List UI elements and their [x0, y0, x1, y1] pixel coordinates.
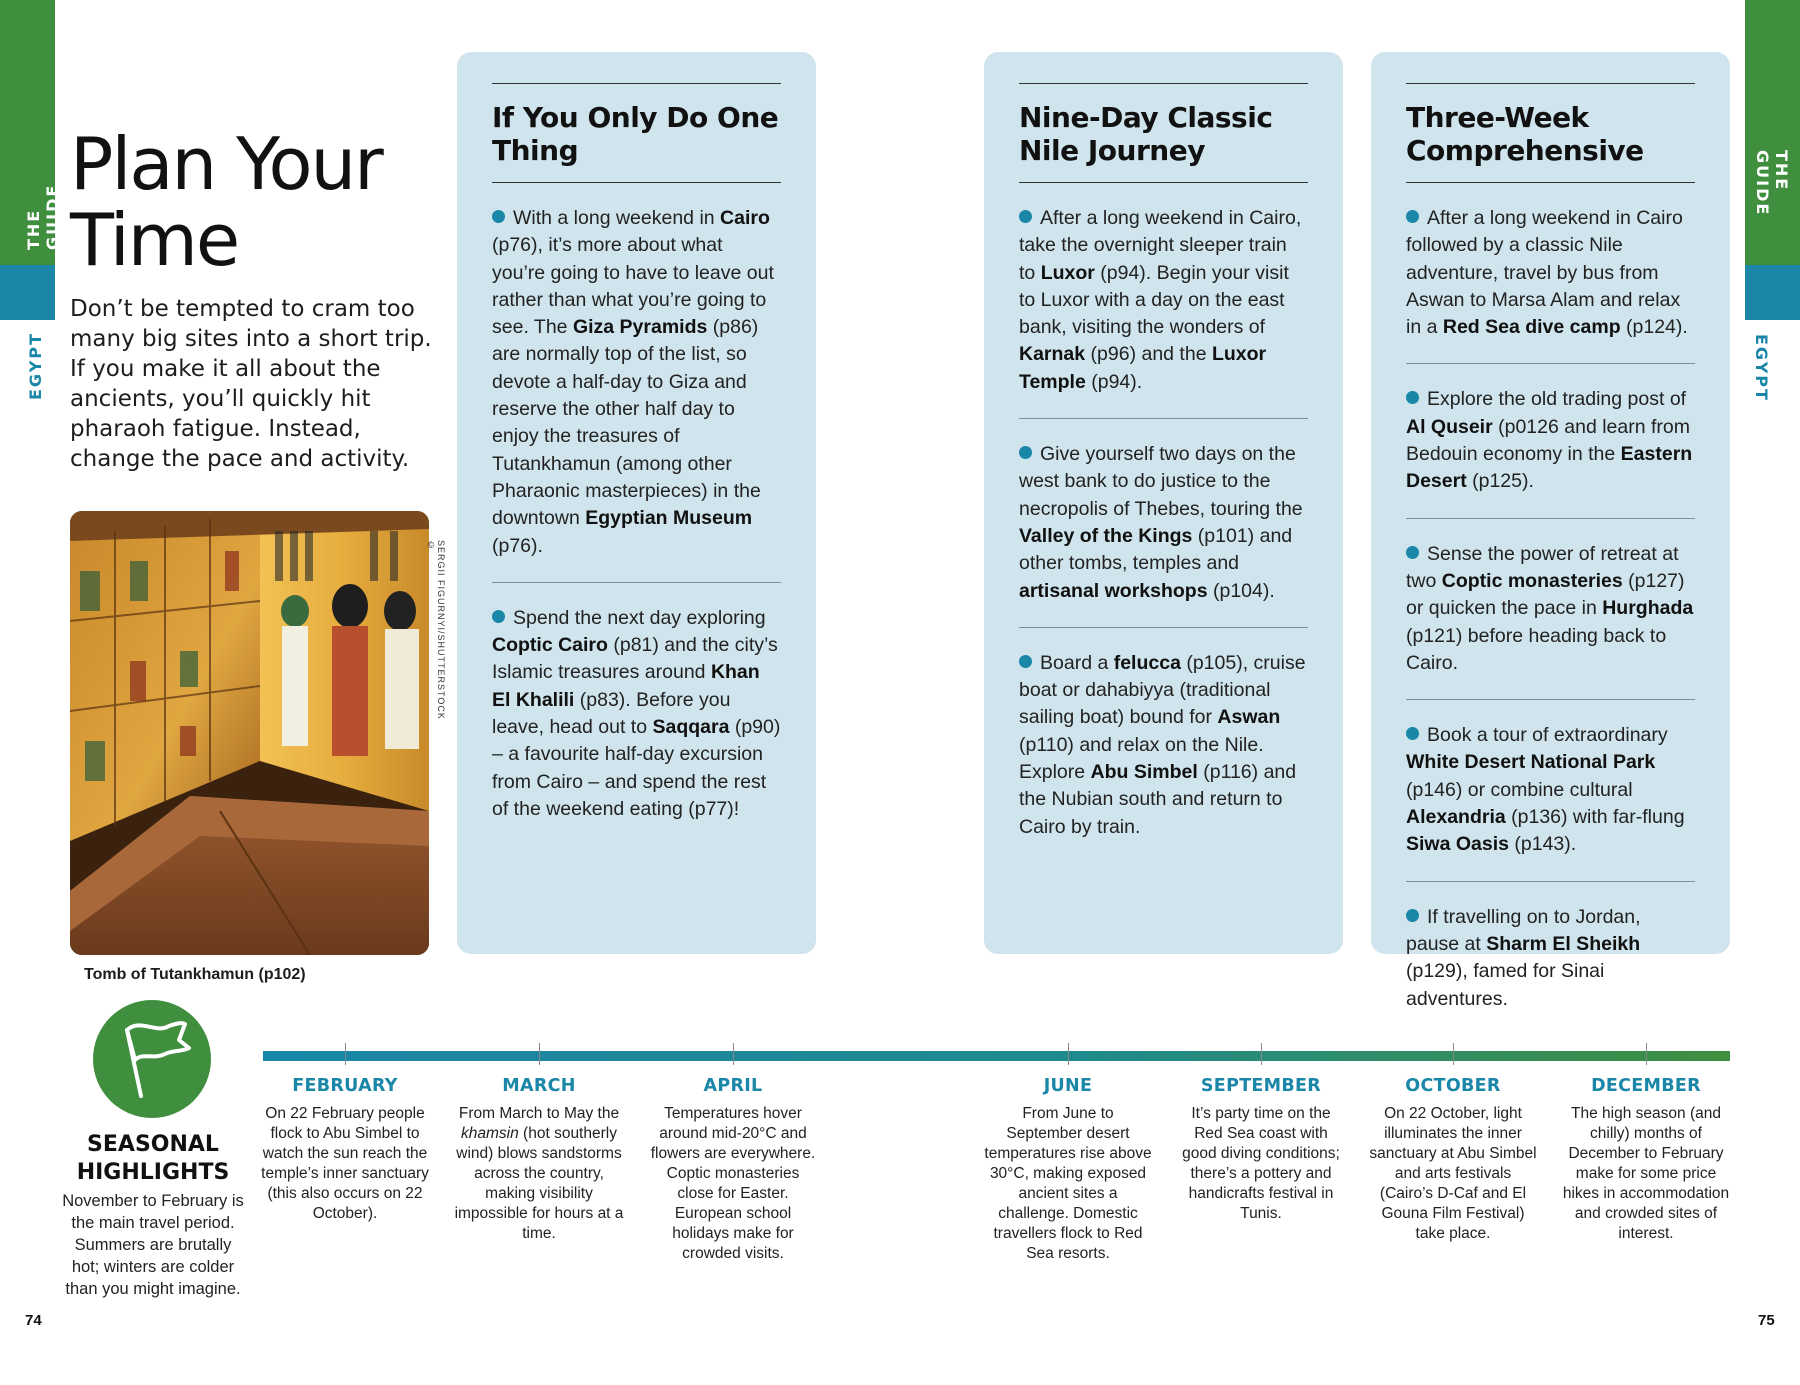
text-run: felucca [1113, 651, 1181, 674]
itinerary-item [492, 183, 781, 582]
month-name: FEBRUARY [292, 1076, 398, 1096]
timeline-tick [1646, 1043, 1647, 1065]
bullet-icon [492, 210, 505, 223]
text-run: khamsin [461, 1125, 519, 1142]
flag-icon [93, 1000, 211, 1118]
tomb-photo [70, 511, 429, 955]
text-run: Give yourself two days on the west bank to do justice to the necropolis of Thebes, touring the [1019, 443, 1303, 520]
timeline-month [648, 1076, 818, 1264]
text-run: Spend the next day exploring [513, 606, 766, 629]
itinerary-item [1019, 628, 1308, 863]
text-run: Sense the power of retreat at two [1406, 542, 1679, 592]
text-run: Alexandria [1406, 806, 1506, 829]
text-run: (p116) and the Nubian south and return to Cairo by train. [1019, 761, 1297, 838]
text-run: Al Quseir [1406, 415, 1493, 438]
text-run: (p76), it’s more about what you’re going to have to leave out rather than what you’re going to see. The [492, 234, 774, 339]
month-name: OCTOBER [1405, 1076, 1501, 1096]
tomb-illustration [70, 511, 429, 955]
month-description [454, 1104, 624, 1244]
photo-caption: Tomb of Tutankhamun (p102) [84, 966, 306, 983]
seasonal-highlights-text: November to February is the main travel period. Summers are brutally hot; winters are colder than you might imagine. [62, 1192, 244, 1298]
text-run: artisanal workshops [1019, 579, 1208, 602]
text-run: Aswan [1217, 706, 1281, 729]
bullet-icon [1406, 546, 1419, 559]
text-run: From March to May the [458, 1105, 620, 1122]
month-name: MARCH [502, 1076, 576, 1096]
text-run: Cairo [720, 207, 770, 229]
text-run: (p105), cruise boat or dahabiyya (traditional sailing boat) bound for [1019, 651, 1306, 729]
text-run: Hurghada [1602, 597, 1694, 620]
bullet-icon [1019, 210, 1032, 223]
card-title [1406, 84, 1695, 182]
card-title-line: If You Only Do One [492, 101, 779, 134]
timeline-month [260, 1076, 430, 1224]
text-run: It’s party time on the Red Sea coast with good diving conditions; there’s a pottery and handicrafts festival in Tunis. [1182, 1105, 1340, 1222]
bullet-icon [1406, 909, 1419, 922]
right-section-label: THE GUIDE [1753, 150, 1791, 217]
text-run: On 22 February people flock to Abu Simbel to watch the sun reach the temple’s inner sanctuary (this also occurs on 22 October). [261, 1105, 429, 1222]
itinerary-card-nine-day [984, 52, 1343, 954]
page-title-line: Time [70, 198, 239, 282]
timeline-tick [733, 1043, 734, 1065]
seasonal-timeline-bar [263, 1051, 1730, 1061]
month-description [1561, 1104, 1731, 1244]
left-country-label: EGYPT [26, 332, 45, 400]
card-title-line: Three-Week [1406, 101, 1589, 134]
text-run: On 22 October, light illuminates the inner sanctuary at Abu Simbel and arts festivals (Cairo’s D-Caf and El Gouna Film Festival) take place. [1369, 1105, 1537, 1242]
text-run: Temperatures hover around mid-20°C and flowers are everywhere. Coptic monasteries close for Easter. European school holidays make for crowded visits. [650, 1105, 816, 1262]
text-run: Sharm El Sheikh [1486, 932, 1641, 955]
text-run: If travelling on to Jordan, pause at [1406, 905, 1641, 955]
seasonal-title-line: HIGHLIGHTS [76, 1160, 230, 1185]
text-run: (p94). [1085, 370, 1143, 393]
text-run: Karnak [1019, 343, 1086, 366]
text-run: Luxor [1040, 261, 1095, 284]
text-run: (p110) and relax on the Nile. Explore [1019, 733, 1264, 784]
timeline-tick [1068, 1043, 1069, 1065]
right-tab-accent [1745, 265, 1800, 320]
text-run: (p121) before heading back to Cairo. [1406, 624, 1667, 674]
text-run: Egyptian Museum [585, 507, 753, 530]
text-run: Coptic monasteries [1441, 569, 1623, 592]
itinerary-item [1406, 519, 1695, 699]
text-run: (p96) and the [1085, 343, 1212, 366]
timeline-month [983, 1076, 1153, 1264]
left-tab-accent [0, 265, 55, 320]
text-run: (p143). [1508, 833, 1577, 856]
timeline-month [1368, 1076, 1538, 1244]
page-title [70, 122, 382, 282]
text-run: (p124). [1620, 316, 1688, 339]
text-run: Luxor Temple [1019, 343, 1267, 393]
month-name: SEPTEMBER [1200, 1076, 1322, 1096]
seasonal-title-line: SEASONAL [87, 1132, 219, 1157]
itinerary-card-one-thing [457, 52, 816, 954]
month-name: APRIL [703, 1076, 763, 1096]
text-run: Eastern Desert [1406, 443, 1693, 493]
text-run: After a long weekend in Cairo, take the overnight sleeper train to [1019, 207, 1302, 284]
text-run: Abu Simbel [1090, 761, 1198, 784]
itinerary-card-three-week [1371, 52, 1730, 1010]
seasonal-highlights-title [60, 1131, 246, 1187]
month-name: JUNE [1043, 1076, 1093, 1096]
bullet-icon [1019, 446, 1032, 459]
text-run: Saqqara [652, 716, 730, 739]
timeline-month [1561, 1076, 1731, 1244]
timeline-tick [1261, 1043, 1262, 1065]
card-title-line: Nile Journey [1019, 134, 1205, 167]
itinerary-item [1406, 364, 1695, 517]
timeline-tick [539, 1043, 540, 1065]
timeline-month [454, 1076, 624, 1244]
text-run: Board a [1040, 651, 1114, 674]
page-title-line: Plan Your [70, 122, 382, 206]
text-run: White Desert National Park [1406, 751, 1656, 774]
card-title [492, 84, 781, 182]
text-run: (p129), famed for Sinai adventures. [1406, 960, 1605, 1010]
photo-credit: SERGII FIGURNYI/SHUTTERSTOCK © [426, 540, 446, 720]
text-run: The high season (and chilly) months of December to February make for some price hikes in accommodation and crowded sites of interest. [1562, 1105, 1730, 1242]
left-section-label: THE GUIDE [24, 183, 62, 250]
text-run: Coptic Cairo [492, 634, 608, 657]
bullet-icon [1406, 727, 1419, 740]
text-run: From June to September desert temperatures rise above 30°C, making exposed ancient sites a challenge. Domestic travellers flock to Red Sea resorts. [984, 1105, 1152, 1262]
month-description [983, 1104, 1153, 1264]
text-run: (p101) and other tombs, temples and [1019, 524, 1293, 575]
text-run: (p136) with far-flung [1505, 806, 1685, 829]
card-title-line: Comprehensive [1406, 134, 1644, 167]
card-title-line: Thing [492, 134, 579, 167]
text-run: (p127) or quicken the pace in [1406, 569, 1685, 620]
itinerary-item [492, 583, 781, 845]
month-name: DECEMBER [1591, 1076, 1701, 1096]
text-run: (p81) and the city’s Islamic treasures around [492, 634, 778, 684]
text-run: Valley of the Kings [1019, 524, 1193, 547]
itinerary-item [1406, 700, 1695, 880]
month-description [1368, 1104, 1538, 1244]
card-title-line: Nine-Day Classic [1019, 101, 1273, 134]
bullet-icon [1406, 210, 1419, 223]
timeline-month [1176, 1076, 1346, 1224]
page-number-left: 74 [25, 1312, 42, 1329]
itinerary-item [1019, 183, 1308, 418]
text-run: Siwa Oasis [1406, 833, 1509, 856]
page-number-right: 75 [1758, 1312, 1775, 1329]
timeline-tick [345, 1043, 346, 1065]
text-run: (p104). [1207, 579, 1275, 602]
text-run: (p76). [492, 534, 543, 557]
intro-paragraph: Don’t be tempted to cram too many big sites into a short trip. If you make it all about the ancients, you’ll quickly hit pharaoh fatigue. Instead, change the pace and activity. [70, 296, 432, 472]
bullet-icon [1019, 655, 1032, 668]
text-run: Red Sea dive camp [1442, 316, 1621, 339]
month-description [1176, 1104, 1346, 1224]
text-run: (p146) or combine cultural [1406, 778, 1633, 801]
text-run: After a long weekend in Cairo followed by a classic Nile adventure, travel by bus from Aswan to Marsa Alam and relax in a [1406, 207, 1683, 339]
card-title [1019, 84, 1308, 182]
month-description [648, 1104, 818, 1264]
text-run: (p94). Begin your visit to Luxor with a day on the east bank, visiting the wonders of [1019, 261, 1289, 339]
timeline-tick [1453, 1043, 1454, 1065]
bullet-icon [492, 610, 505, 623]
itinerary-item [1406, 183, 1695, 363]
text-run: Giza Pyramids [572, 316, 708, 339]
text-run: (hot southerly wind) blows sandstorms across the country, making visibility impossible for hours at a time. [454, 1125, 624, 1242]
text-run: (p86) are normally top of the list, so devote a half-day to Giza and reserve the other half day to enjoy the treasures of Tutankhamun (among other Pharaonic masterpieces) in the downtown [492, 316, 761, 530]
bullet-icon [1406, 391, 1419, 404]
text-run: (p0126 and learn from Bedouin economy in the [1406, 415, 1690, 466]
month-description [260, 1104, 430, 1224]
itinerary-item [1406, 882, 1695, 1035]
text-run: (p90) – a favourite half-day excursion from Cairo – and spend the rest of the weekend eating (p77)! [492, 716, 781, 820]
text-run: Book a tour of extraordinary [1427, 724, 1668, 747]
right-country-label: EGYPT [1752, 334, 1771, 402]
text-run: (p83). Before you leave, head out to [492, 688, 731, 739]
text-run: (p125). [1466, 470, 1534, 493]
itinerary-item [1019, 419, 1308, 627]
text-run: Explore the old trading post of [1427, 388, 1687, 411]
text-run: Khan El Khalili [492, 661, 760, 711]
text-run: With a long weekend in [513, 207, 721, 229]
